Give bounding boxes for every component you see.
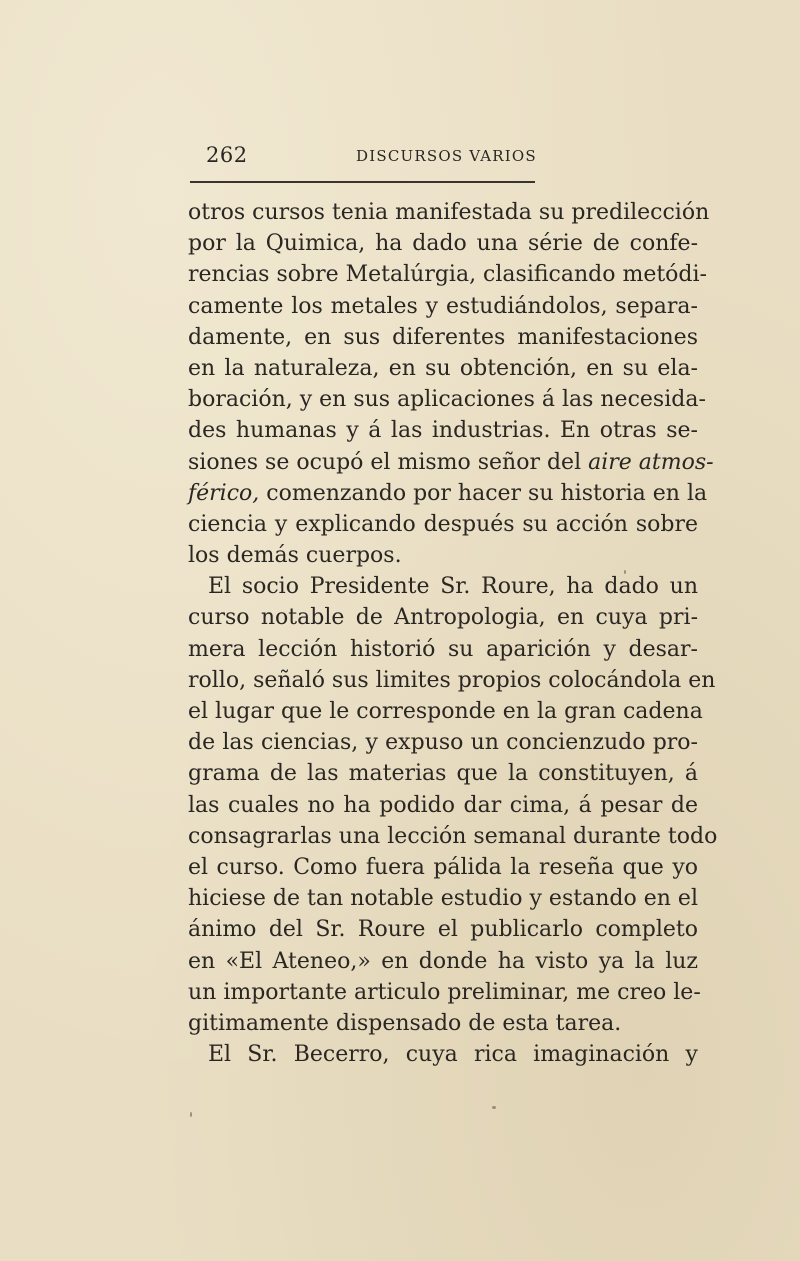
page-number: 262 <box>206 143 248 167</box>
text-line: ánimo del Sr. Roure el publicarlo completo <box>188 917 698 943</box>
text-line: curso notable de Antropologia, en cuya pri- <box>188 605 698 631</box>
text-line-with-italic <box>188 478 708 509</box>
paragraph-start-line: El socio Presidente Sr. Roure, ha dado un <box>208 574 698 600</box>
paragraph-end-line: gitimamente dispensado de esta tarea. <box>188 1010 622 1036</box>
paragraph-end-line: los demás cuerpos. <box>188 543 402 569</box>
paper-speck <box>624 570 626 574</box>
italic-term: aire atmos- <box>588 449 714 475</box>
text-line: rencias sobre Metalúrgia, clasificando metódi- <box>188 262 707 288</box>
text-line: damente, en sus diferentes manifestaciones <box>188 324 698 350</box>
text-line: rollo, señaló sus limites propios colocándola en <box>188 667 716 693</box>
text-segment: siones se ocupó el mismo señor del <box>188 449 589 475</box>
paper-speck <box>190 1112 192 1117</box>
text-line: hiciese de tan notable estudio y estando en el <box>188 886 698 912</box>
header-rule <box>190 181 535 183</box>
text-line: un importante articulo preliminar, me creo le- <box>188 979 701 1005</box>
text-line: grama de las materias que la constituyen, á <box>188 761 698 787</box>
text-line: por la Quimica, ha dado una série de confe- <box>188 231 698 257</box>
italic-term: férico, <box>188 480 260 506</box>
text-line: el curso. Como fuera pálida la reseña que yo <box>188 854 698 880</box>
text-line: consagrarlas una lección semanal durante todo <box>188 823 718 849</box>
text-line: otros cursos tenia manifestada su predilección <box>188 200 710 225</box>
paper-speck <box>492 1106 496 1109</box>
text-line: des humanas y á las industrias. En otras se- <box>188 418 698 444</box>
running-head <box>188 143 698 169</box>
text-line: camente los metales y estudiándolos, separa- <box>188 293 698 319</box>
text-line: mera lección historió su aparición y desar- <box>188 636 698 662</box>
text-line: ciencia y explicando después su acción sobre <box>188 511 698 537</box>
body-text <box>188 197 718 1070</box>
text-line-with-italic <box>188 447 714 478</box>
text-line: de las ciencias, y expuso un concienzudo pro- <box>188 730 698 756</box>
text-line: boración, y en sus aplicaciones á las necesida- <box>188 387 706 413</box>
text-line: el lugar que le corresponde en la gran cadena <box>188 699 703 724</box>
text-line: en la naturaleza, en su obtención, en su ela- <box>188 355 698 381</box>
text-line: en «El Ateneo,» en donde ha visto ya la luz <box>188 948 698 974</box>
text-segment: comenzando por hacer su historia en la <box>259 480 708 506</box>
running-title: DISCURSOS VARIOS <box>356 147 537 165</box>
text-line: las cuales no ha podido dar cima, á pesar de <box>188 792 698 818</box>
paragraph-start-line: El Sr. Becerro, cuya rica imaginación y <box>208 1042 698 1068</box>
